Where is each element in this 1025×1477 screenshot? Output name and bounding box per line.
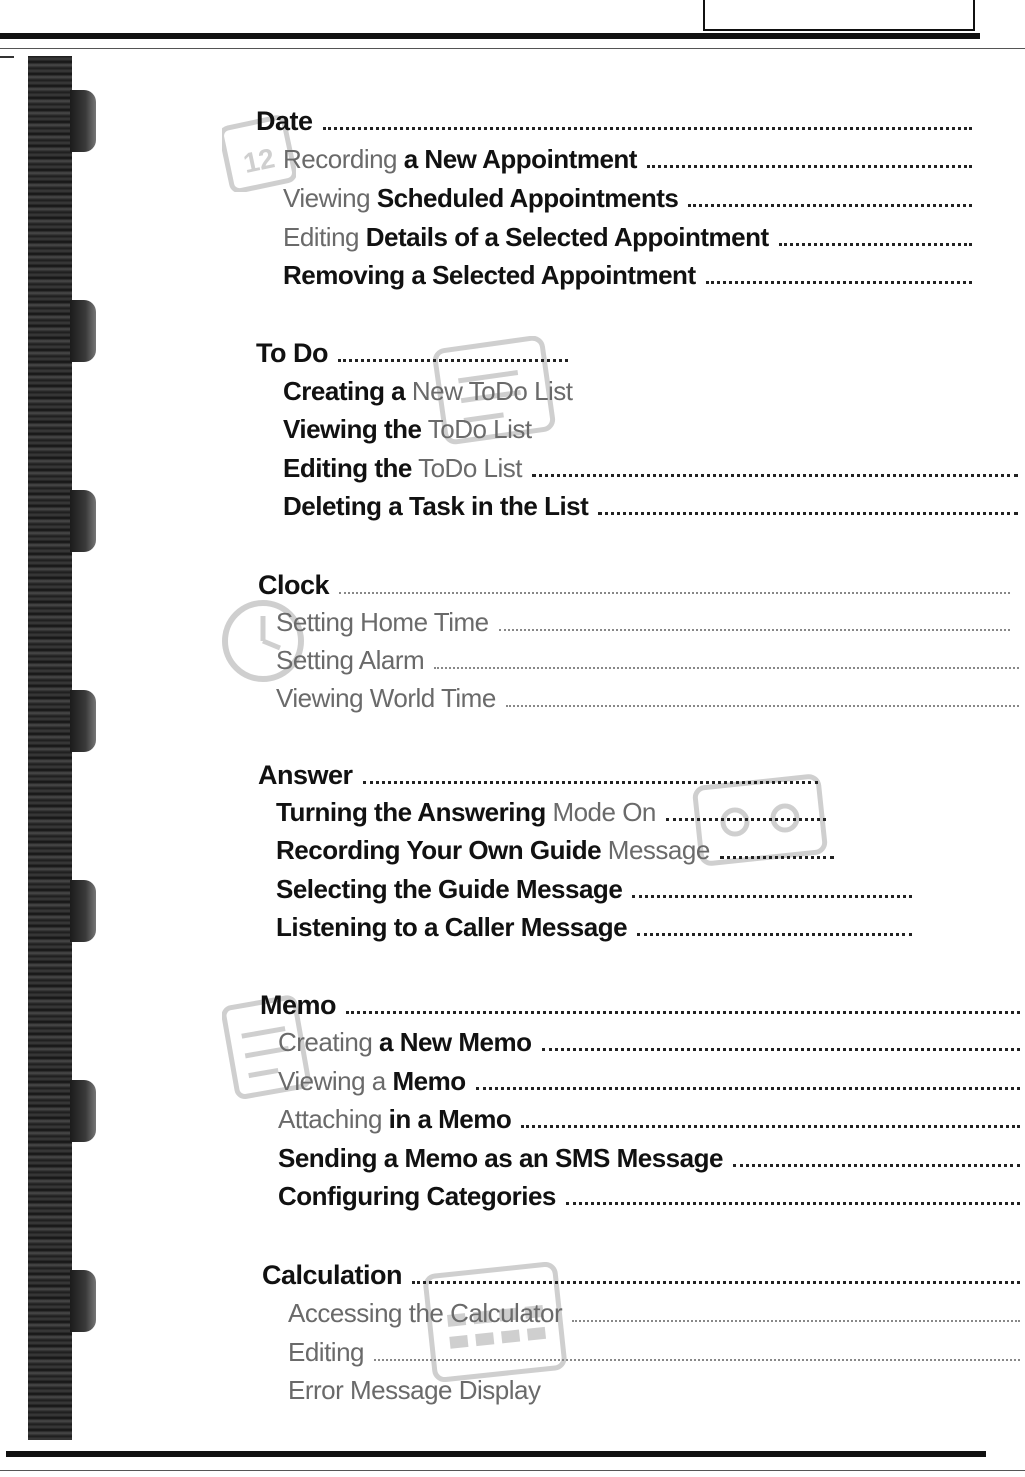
toc-section-memo[interactable] xyxy=(260,990,1020,1021)
toc-section-calculation[interactable] xyxy=(262,1260,1020,1291)
binding-tab xyxy=(70,490,96,552)
toc-entry[interactable]: Recording Your Own Guide Message xyxy=(276,835,834,866)
toc-entry[interactable]: Setting Home Time xyxy=(276,607,1010,638)
binding-tab xyxy=(70,90,96,152)
header-rule xyxy=(0,33,980,39)
toc-entry[interactable]: Viewing a Memo xyxy=(278,1066,1020,1097)
section-title: Memo xyxy=(260,990,337,1020)
toc-entry[interactable]: Creating a New Memo xyxy=(278,1027,1020,1058)
toc-entry[interactable]: Listening to a Caller Message xyxy=(276,912,912,943)
toc-entry[interactable]: Viewing World Time xyxy=(276,683,1019,714)
toc-entry[interactable]: Turning the Answering Mode On xyxy=(276,797,826,828)
toc-entry[interactable]: Recording a New Appointment xyxy=(283,144,972,175)
toc-entry[interactable]: Creating a New ToDo List xyxy=(283,376,573,406)
toc-section-answer[interactable] xyxy=(258,760,818,791)
header-tick xyxy=(0,56,14,58)
svg-text:12: 12 xyxy=(240,142,278,180)
toc-entry[interactable]: Sending a Memo as an SMS Message xyxy=(278,1143,1020,1174)
section-title: Clock xyxy=(258,570,330,600)
binding-tab xyxy=(70,300,96,362)
section-title: Date xyxy=(256,106,313,136)
header-thin-rule xyxy=(0,48,1025,49)
binding-tab xyxy=(70,1080,96,1142)
toc-entry[interactable]: Selecting the Guide Message xyxy=(276,874,912,905)
toc-section-clock[interactable] xyxy=(258,570,1010,601)
toc-entry[interactable]: Editing the ToDo List xyxy=(283,453,1018,484)
section-title: Calculation xyxy=(262,1260,403,1290)
footer-thin-rule xyxy=(0,1470,1025,1471)
toc-entry[interactable]: Setting Alarm xyxy=(276,645,1019,676)
footer-rule xyxy=(6,1451,986,1457)
toc-entry[interactable]: Configuring Categories xyxy=(278,1181,1020,1212)
binding-tab xyxy=(70,1270,96,1332)
section-title: To Do xyxy=(256,338,328,368)
section-title: Answer xyxy=(258,760,353,790)
toc-entry[interactable]: Error Message Display xyxy=(288,1375,541,1405)
toc-section-todo[interactable] xyxy=(256,338,568,369)
toc-entry[interactable]: Editing Details of a Selected Appointment xyxy=(283,222,972,253)
toc-entry[interactable]: Viewing Scheduled Appointments xyxy=(283,183,972,214)
header-box xyxy=(703,0,975,31)
binding-tab xyxy=(70,880,96,942)
toc-section-date[interactable] xyxy=(256,106,972,137)
toc-entry[interactable]: Viewing the ToDo List xyxy=(283,414,532,444)
binding-strip xyxy=(28,56,72,1440)
binding-tab xyxy=(70,690,96,752)
toc-entry[interactable]: Removing a Selected Appointment xyxy=(283,260,972,291)
toc-entry[interactable]: Accessing the Calculator xyxy=(288,1298,1020,1329)
toc-entry[interactable]: Editing xyxy=(288,1337,1020,1368)
toc-entry[interactable]: Deleting a Task in the List xyxy=(283,491,1018,522)
toc-entry[interactable]: Attaching in a Memo xyxy=(278,1104,1020,1135)
